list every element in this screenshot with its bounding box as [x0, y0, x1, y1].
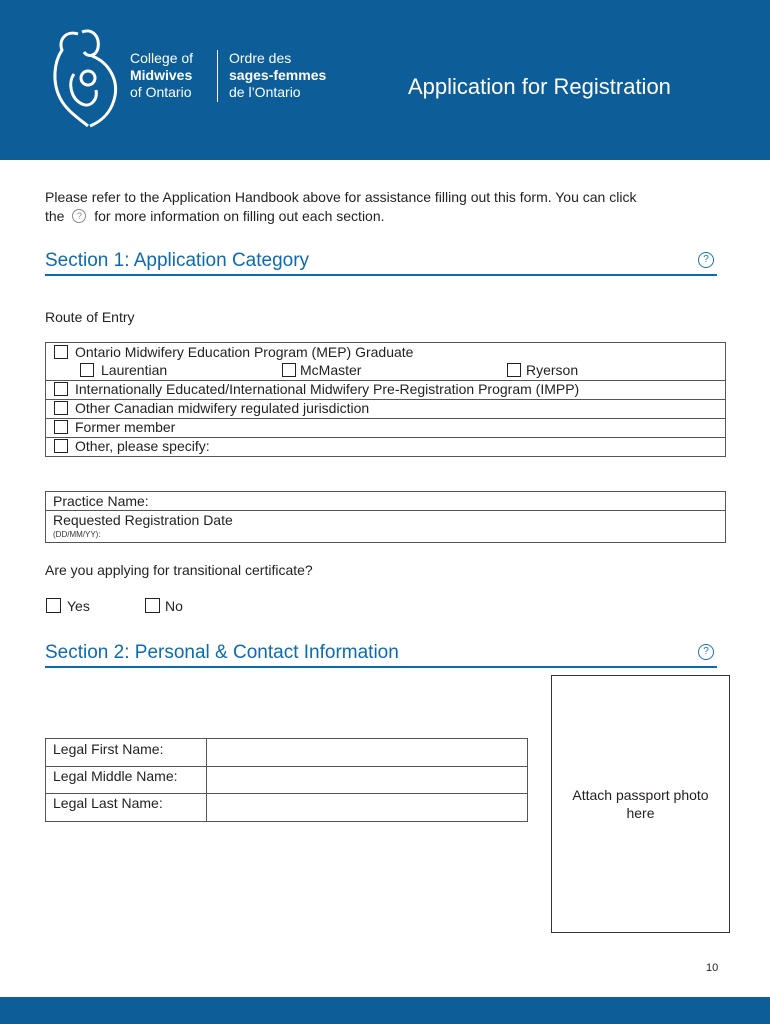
mcmaster-label: McMaster — [300, 362, 362, 378]
passport-photo-text — [552, 786, 729, 822]
logo-fr-line1: Ordre des — [229, 50, 292, 66]
section2-header — [45, 642, 717, 668]
middle-name-row — [46, 766, 527, 794]
last-name-field[interactable] — [207, 793, 527, 820]
transitional-no-checkbox[interactable] — [145, 598, 160, 613]
impp-row — [46, 380, 725, 400]
logo-en-line3: of Ontario — [130, 84, 192, 100]
impp-label: Internationally Educated/International Midwifery Pre-Registration Program (IMPP) — [75, 381, 580, 397]
ryerson-label: Ryerson — [526, 362, 579, 378]
intro-line2-post: for more information on filling out each section. — [94, 208, 385, 224]
middle-name-label: Legal Middle Name: — [53, 768, 178, 784]
route-of-entry-label: Route of Entry — [45, 309, 135, 325]
mcmaster-checkbox[interactable] — [282, 363, 296, 377]
section2-help-icon[interactable]: ? — [698, 644, 714, 660]
section1-help-icon[interactable]: ? — [698, 252, 714, 268]
photo-text-line1: Attach passport photo — [572, 787, 709, 803]
transitional-yes-label: Yes — [67, 598, 90, 614]
intro-line1: Please refer to the Application Handbook above for assistance filling out this form. You can click — [45, 189, 637, 205]
former-checkbox[interactable] — [54, 420, 68, 434]
logo-fr-line2: sages-femmes — [229, 67, 327, 83]
practice-name-label: Practice Name: — [53, 493, 149, 509]
name-column-divider — [206, 739, 207, 821]
practice-name-row[interactable] — [46, 492, 725, 511]
mep-label: Ontario Midwifery Education Program (MEP) Graduate — [75, 344, 414, 360]
photo-text-line2: here — [626, 805, 655, 821]
former-row — [46, 418, 725, 438]
section1-header — [45, 250, 717, 276]
passport-photo-box[interactable] — [551, 675, 730, 933]
mep-row — [46, 343, 725, 381]
laurentian-label: Laurentian — [101, 362, 168, 378]
route-of-entry-table — [45, 342, 726, 457]
reg-date-label: Requested Registration Date — [53, 512, 233, 528]
former-label: Former member — [75, 419, 176, 435]
first-name-field[interactable] — [207, 739, 527, 766]
logo-divider — [217, 50, 218, 102]
intro-text — [45, 188, 735, 226]
help-icon: ? — [72, 209, 86, 223]
mep-checkbox[interactable] — [54, 345, 68, 359]
page-number: 10 — [706, 962, 719, 974]
other-checkbox[interactable] — [54, 439, 68, 453]
last-name-label: Legal Last Name: — [53, 795, 163, 811]
canadian-checkbox[interactable] — [54, 401, 68, 415]
section1-title: Section 1: Application Category — [45, 250, 310, 271]
section2-title: Section 2: Personal & Contact Information — [45, 642, 399, 663]
practice-table — [45, 491, 726, 543]
canadian-label: Other Canadian midwifery regulated jurisdiction — [75, 400, 370, 416]
impp-checkbox[interactable] — [54, 382, 68, 396]
ryerson-checkbox[interactable] — [507, 363, 521, 377]
logo-fr-line3: de l’Ontario — [229, 84, 301, 100]
page-title: Application for Registration — [408, 74, 671, 99]
last-name-row — [46, 793, 527, 820]
middle-name-field[interactable] — [207, 766, 527, 793]
intro-line2-pre: the — [45, 208, 65, 224]
logo-text-english — [130, 50, 193, 101]
legal-name-table — [45, 738, 528, 822]
page-footer-bar — [0, 997, 770, 1024]
laurentian-checkbox[interactable] — [80, 363, 94, 377]
transitional-no-label: No — [165, 598, 183, 614]
first-name-label: Legal First Name: — [53, 741, 164, 757]
transitional-question: Are you applying for transitional certificate? — [45, 562, 313, 578]
first-name-row — [46, 739, 527, 767]
logo-text-french — [229, 50, 326, 101]
other-label: Other, please specify: — [75, 438, 210, 454]
logo-en-line2: Midwives — [130, 67, 193, 83]
canadian-row — [46, 399, 725, 419]
page-header — [0, 0, 770, 160]
transitional-yes-checkbox[interactable] — [46, 598, 61, 613]
midwives-logo-icon — [48, 26, 126, 130]
logo-en-line1: College of — [130, 50, 194, 66]
date-format-hint: (DD/MM/YY): — [53, 530, 101, 539]
other-row — [46, 437, 725, 456]
